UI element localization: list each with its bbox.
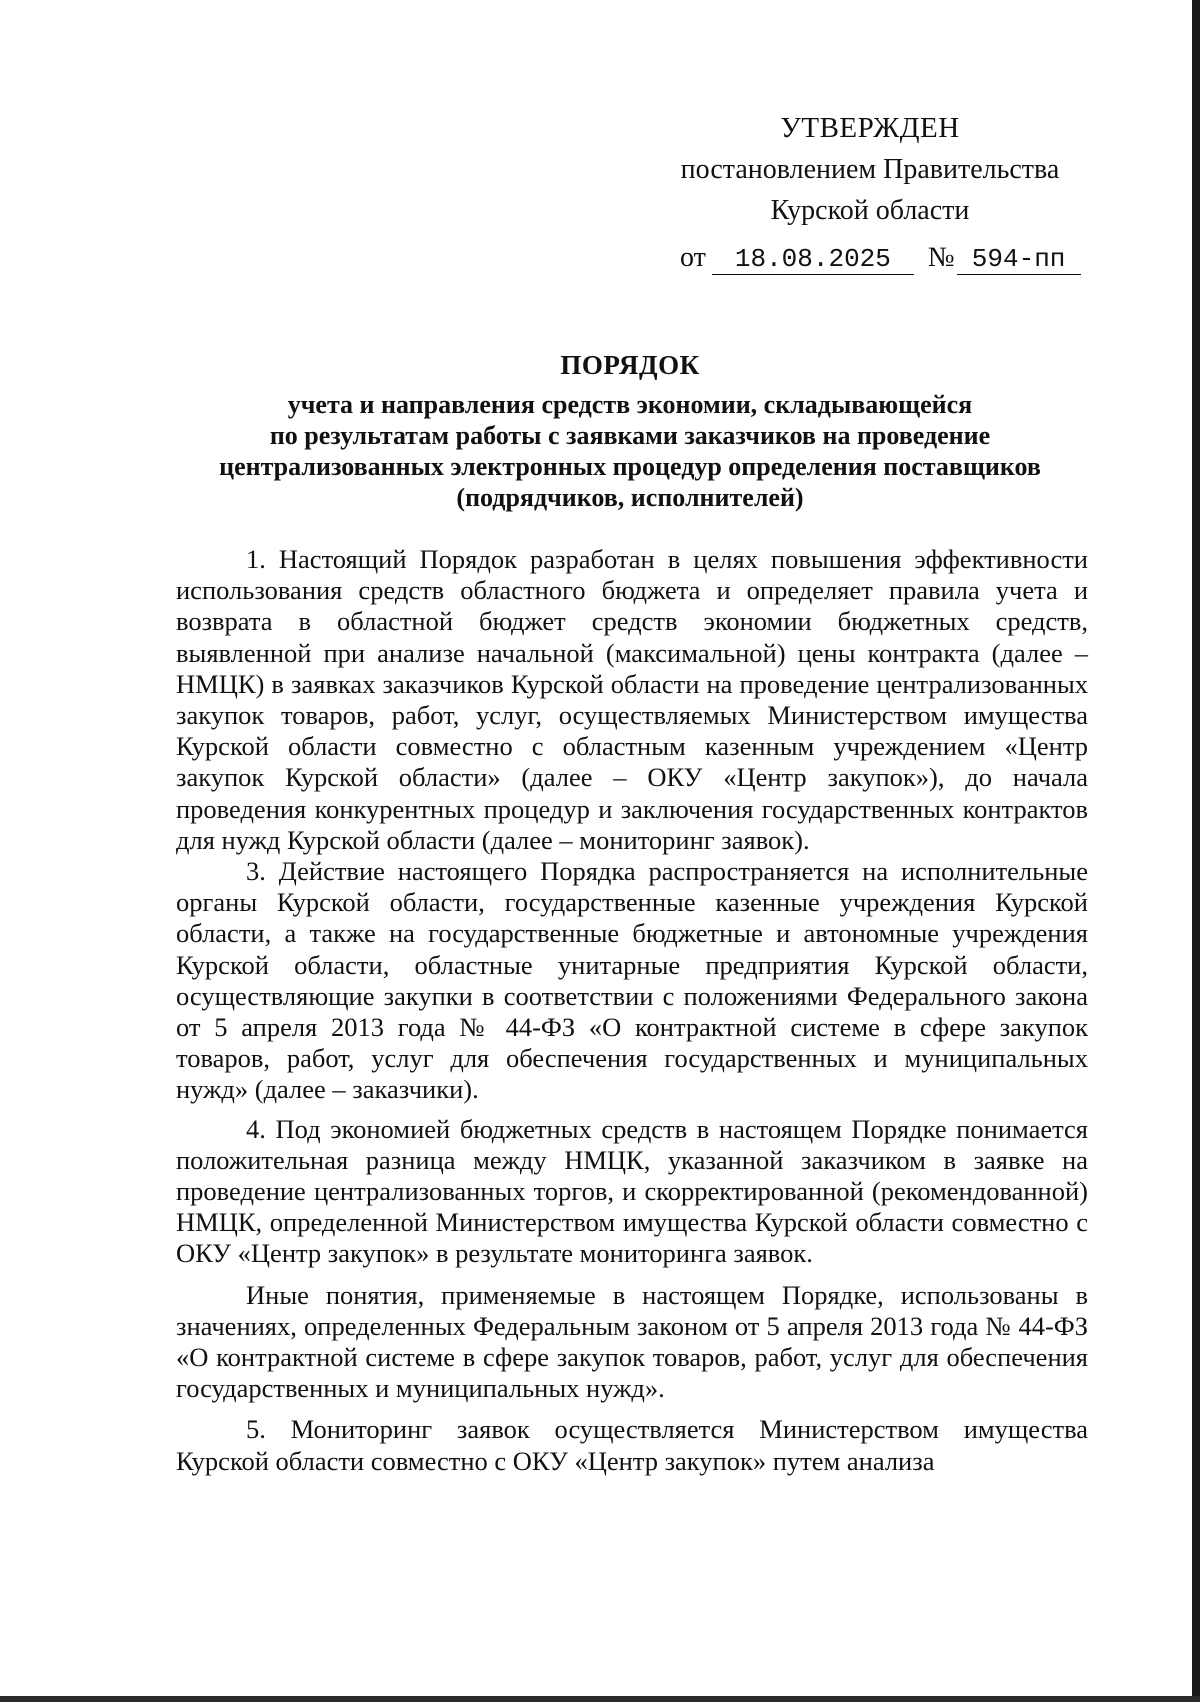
approval-stamp [660, 108, 1080, 231]
approval-line: постановлением Правительства [680, 154, 1060, 185]
title-main: ПОРЯДОК [560, 350, 700, 380]
title-subtitle-line: учета и направления средств экономии, складывающейся [287, 390, 973, 419]
document-date: 18.08.2025 [712, 244, 914, 275]
approval-heading: УТВЕРЖДЕН [780, 112, 960, 144]
paragraph-definitions: Иные понятия, применяемые в настоящем Порядке, использованы в значениях, определенных Федеральным законом от 5 апреля 2013 года № 44-ФЗ «О контрактной системе в сфере закупок товаров, работ, услуг для обеспечения государственных и муниципальных нужд». [176, 1279, 1088, 1404]
document-title [170, 350, 1090, 513]
document-number: 594-пп [957, 244, 1081, 275]
scan-page-edge-bottom [0, 1696, 1200, 1702]
paragraph-5: 5. Мониторинг заявок осуществляется Министерством имущества Курской области совместно с ОКУ «Центр закупок» путем анализа [176, 1414, 1088, 1476]
document-body [176, 544, 1088, 1477]
title-subtitle-line: централизованных электронных процедур определения поставщиков [219, 452, 1041, 481]
number-label: № [927, 242, 955, 273]
scan-page-edge [1192, 0, 1200, 1702]
paragraph-4: 4. Под экономией бюджетных средств в настоящем Порядке понимается положительная разница между НМЦК, указанной заказчиком в заявке на проведение централизованных торгов, и скорректированной (рекомендованной) НМЦК, определенной Министерством имущества Курской области совместно с ОКУ «Центр закупок» в результате мониторинга заявок. [176, 1113, 1088, 1269]
paragraph-3: 3. Действие настоящего Порядка распространяется на исполнительные органы Курской области, государственные казенные учреждения Курской области, а также на государственные бюджетные и автономные учреждения Курской области, областные унитарные предприятия Курской области, осуществляющие закупки в соответствии с положениями Федерального закона от 5 апреля 2013 года № 44-ФЗ «О контрактной системе в сфере закупок товаров, работ, услуг для обеспечения государственных и муниципальных нужд» (далее – заказчики). [176, 856, 1088, 1105]
paragraph-1: 1. Настоящий Порядок разработан в целях повышения эффективности использования средств областного бюджета и определяет правила учета и возврата в областной бюджет средств экономии бюджетных средств, выявленной при анализе начальной (максимальной) цены контракта (далее – НМЦК) в заявках заказчиков Курской области на проведение централизованных закупок товаров, работ, услуг, осуществляемых Министерством имущества Курской области совместно с областным казенным учреждением «Центр закупок Курской области» (далее – ОКУ «Центр закупок»), до начала проведения конкурентных процедур и заключения государственных контрактов для нужд Курской области (далее – мониторинг заявок). [176, 544, 1088, 855]
approval-line: Курской области [770, 195, 970, 226]
title-subtitle-line: по результатам работы с заявками заказчиков на проведение [269, 421, 991, 450]
document-number-line [680, 242, 1081, 275]
title-subtitle-line: (подрядчиков, исполнителей) [456, 483, 804, 512]
from-label: от [680, 242, 706, 273]
